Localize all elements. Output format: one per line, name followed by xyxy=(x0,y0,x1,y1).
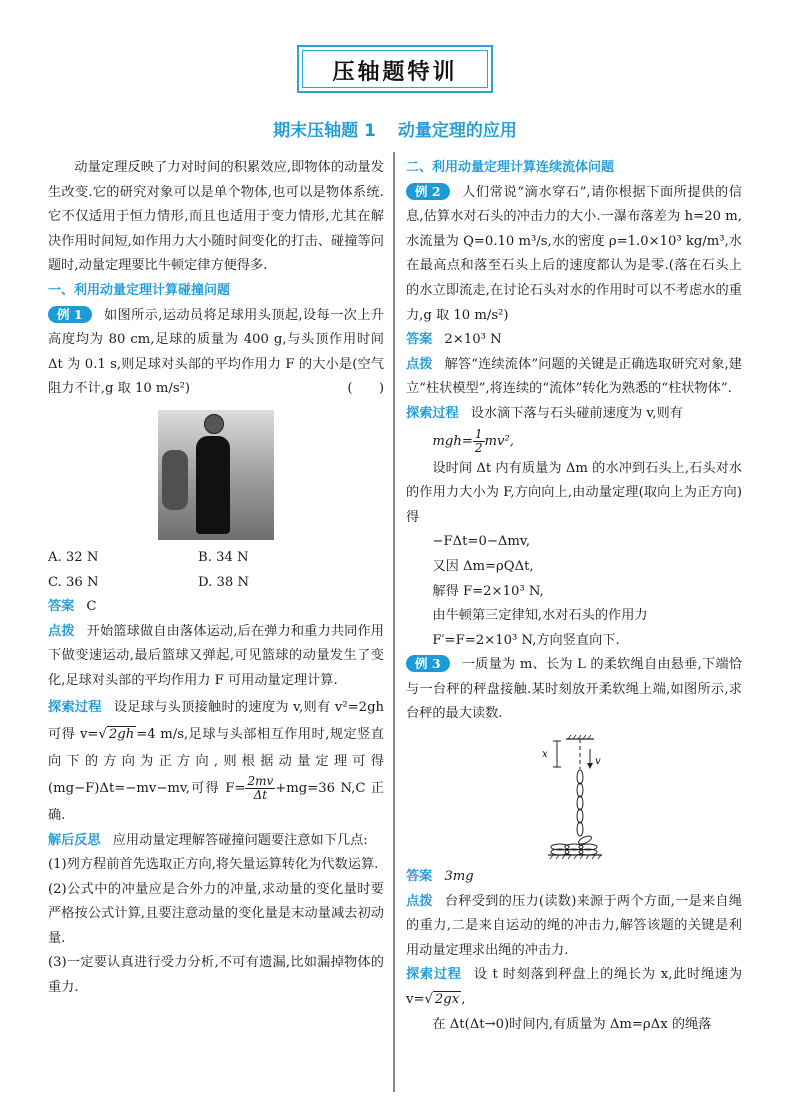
process-text-1: 设 t 时刻落到秤盘上的绳长为 x,此时绳速为 v= xyxy=(406,967,743,1008)
example-2-question xyxy=(406,181,742,329)
option-c: C. 36 N xyxy=(48,574,99,590)
example-3-hint xyxy=(406,890,742,964)
example-3-process: 探索过程 设 t 时刻落到秤盘上的绳长为 x,此时绳速为 v=√ 2gx , xyxy=(406,967,743,1008)
reflection-point-1: (1)列方程前首先选取正方向,将矢量运算转化为代数运算. xyxy=(48,857,379,873)
example-2-hint xyxy=(406,353,742,402)
options-grid xyxy=(48,546,384,595)
process-text-1: 设足球与头顶接触时的速度为 v,则有 v²=2gh 可得 v= xyxy=(48,699,385,742)
right-column xyxy=(406,156,742,1037)
option-a: A. 32 N xyxy=(48,549,99,565)
x-label: x xyxy=(542,749,548,761)
example-1-process: 探索过程 设足球与头顶接触时的速度为 v,则有 v²=2gh 可得 v=√ 2gh =4 m/s,足球与头部相互作用时,规定竖直向下的方向为正方向,则根据动量定理可得(mg−F)Δt=−mv−mv,可得 F= $\frac{2mv}{\Delta t}$ +mg=36 N,C 正确. xyxy=(48,699,385,823)
hint-text: 解答“连续流体”问题的关键是正确选取研究对象,建立“柱状模型”,将连续的“流体”转化为熟悉的“柱状物体”. xyxy=(406,356,742,397)
eq-fraction xyxy=(473,428,485,455)
example-1-text: 如图所示,运动员将足球用头顶起,设每一次上升高度均为 80 cm,足球的质量为 400 g,与头顶作用时间 Δt 为 0.1 s,则足球对头部的平均作用力 F 的大小是(空气阻力不计,g 取 10 m/s²) xyxy=(48,307,384,397)
section-heading-1: 一、利用动量定理计算碰撞问题 xyxy=(48,282,231,298)
example-2-process xyxy=(406,402,742,427)
process-label: 探索过程 xyxy=(406,405,459,421)
process-label: 探索过程 xyxy=(406,967,462,983)
left-column xyxy=(48,156,384,1001)
solution-line-1: −FΔt=0−Δmv, xyxy=(432,534,531,550)
football-player-photo xyxy=(158,410,274,540)
example-3-answer xyxy=(406,865,742,890)
hint-label: 点拨 xyxy=(406,893,433,909)
process-text: 设水滴下落与石头碰前速度为 v,则有 xyxy=(470,405,683,421)
example-1-badge: 例 1 xyxy=(48,306,92,323)
option-d: D. 38 N xyxy=(198,574,249,590)
example-3-question xyxy=(406,653,742,727)
example-3-last-line: 在 Δt(Δt→0)时间内,有质量为 Δm=ρΔx 的绳落 xyxy=(432,1016,712,1032)
reflection-point-3: (3)一定要认真进行受力分析,不可有遗漏,比如漏掉物体的重力. xyxy=(48,955,384,996)
process-sqrt: 2gh xyxy=(108,726,135,742)
hint-text: 开始篮球做自由落体运动,后在弹力和重力共同作用下做变速运动,最后篮球又弹起,可见篮球的动量发生了变化,足球对头部的平均作用力 F 可用动量定理计算. xyxy=(48,623,384,688)
process-label: 探索过程 xyxy=(48,699,102,715)
chapter-number: 期末压轴题 1 xyxy=(273,121,376,141)
energy-equation xyxy=(406,427,742,457)
photo-person xyxy=(196,436,230,534)
option-b: B. 34 N xyxy=(198,549,249,565)
process-text-2: =4 m/s,足球与头部相互作用时,规定竖直向下的方向为正方向,则根据动量定理可得(mg−F)Δt=−mv−mv,可得 F= xyxy=(48,726,384,796)
fraction-numerator: 2mv xyxy=(247,773,274,788)
solution-line-4: 由牛顿第三定律知,水对石头的作用力 xyxy=(432,608,648,624)
example-3-badge: 例 3 xyxy=(406,655,450,672)
solution-line-2: 又因 Δm=ρQΔt, xyxy=(432,558,534,574)
process-sqrt: 2gx xyxy=(434,992,460,1008)
example-1-question xyxy=(48,304,384,402)
solution-line-5: F′=F=2×10³ N,方向竖直向下. xyxy=(432,632,620,648)
eq-right: mv², xyxy=(484,433,514,449)
banner-title: 压轴题特训 xyxy=(332,59,458,85)
example-2-paragraph: 设时间 Δt 内有质量为 Δm 的水冲到石头上,石头对水的作用力大小为 F,方向向上,由动量定理(取向上为正方向)得 xyxy=(406,460,742,525)
answer-label: 答案 xyxy=(406,869,433,885)
answer-value: 3mg xyxy=(444,869,474,885)
photo-ball xyxy=(204,414,224,434)
v-label: v xyxy=(595,756,601,768)
reflection-label: 解后反思 xyxy=(48,832,101,848)
hint-label: 点拨 xyxy=(406,356,433,372)
reflection-text: 应用动量定理解答碰撞问题要注意如下几点: xyxy=(112,832,368,848)
example-1-answer xyxy=(48,595,384,620)
rope-links xyxy=(551,770,597,855)
process-fraction xyxy=(245,775,275,802)
example-2-text: 人们常说“滴水穿石”,请你根据下面所提供的信息,估算水对石头的冲击力的大小.一瀑布落差为 h=20 m,水流量为 Q=0.10 m³/s,水的密度 ρ=1.0×10³ kg/m³,水在最高点和落至石头上后的速度都认为是零.(落在石头上的水立即流走,在讨论石头对水的作用时可以不考虑水的重力,g 取 10 m/s²) xyxy=(406,184,742,323)
answer-label: 答案 xyxy=(406,332,433,348)
process-text-2: , xyxy=(461,992,466,1008)
answer-bracket: ( ) xyxy=(347,381,384,397)
title-banner xyxy=(297,45,493,93)
reflection-point-2: (2)公式中的冲量应是合外力的冲量,求动量的变化量时要严格按公式计算,且要注意动量的变化量是末动量减去初动量. xyxy=(48,881,384,946)
eq-denominator: 2 xyxy=(474,440,483,455)
eq-left: mgh= xyxy=(432,433,473,449)
eq-numerator: 1 xyxy=(474,426,483,441)
fraction-denominator: Δt xyxy=(253,787,268,802)
chapter-heading xyxy=(0,116,790,141)
section-heading-2: 二、利用动量定理计算连续流体问题 xyxy=(406,160,615,175)
chapter-title: 动量定理的应用 xyxy=(397,121,517,141)
example-2-answer xyxy=(406,328,742,353)
answer-value: C xyxy=(86,599,97,615)
answer-label: 答案 xyxy=(48,599,75,615)
example-1-hint xyxy=(48,620,384,694)
answer-value: 2×10³ N xyxy=(444,332,502,348)
solution-line-3: 解得 F=2×10³ N, xyxy=(432,583,544,599)
hint-text: 台秤受到的压力(读数)来源于两个方面,一是来自绳的重力,二是来自运动的绳的冲击力,解答该题的关键是利用动量定理求出绳的冲击力. xyxy=(406,893,742,958)
example-3-text: 一质量为 m、长为 L 的柔软绳自由悬垂,下端恰与一台秤的秤盘接触.某时刻放开柔软绳上端,如图所示,求台秤的最大读数. xyxy=(406,657,742,722)
falling-rope-diagram xyxy=(534,733,614,861)
example-2-badge: 例 2 xyxy=(406,183,450,200)
photo-tree xyxy=(162,450,188,510)
intro-paragraph: 动量定理反映了力对时间的积累效应,即物体的动量发生改变.它的研究对象可以是单个物体,也可以是物体系统.它不仅适用于恒力情形,而且也适用于变力情形,尤其在解决作用时间短,如作用力大小随时间变化的打击、碰撞等问题时,动量定理要比牛顿定律方便得多. xyxy=(48,160,384,274)
column-divider xyxy=(393,152,395,1092)
hint-label: 点拨 xyxy=(48,623,75,639)
process-text-3: +mg=36 N,C 正确. xyxy=(48,780,384,823)
example-1-reflection xyxy=(48,829,384,854)
